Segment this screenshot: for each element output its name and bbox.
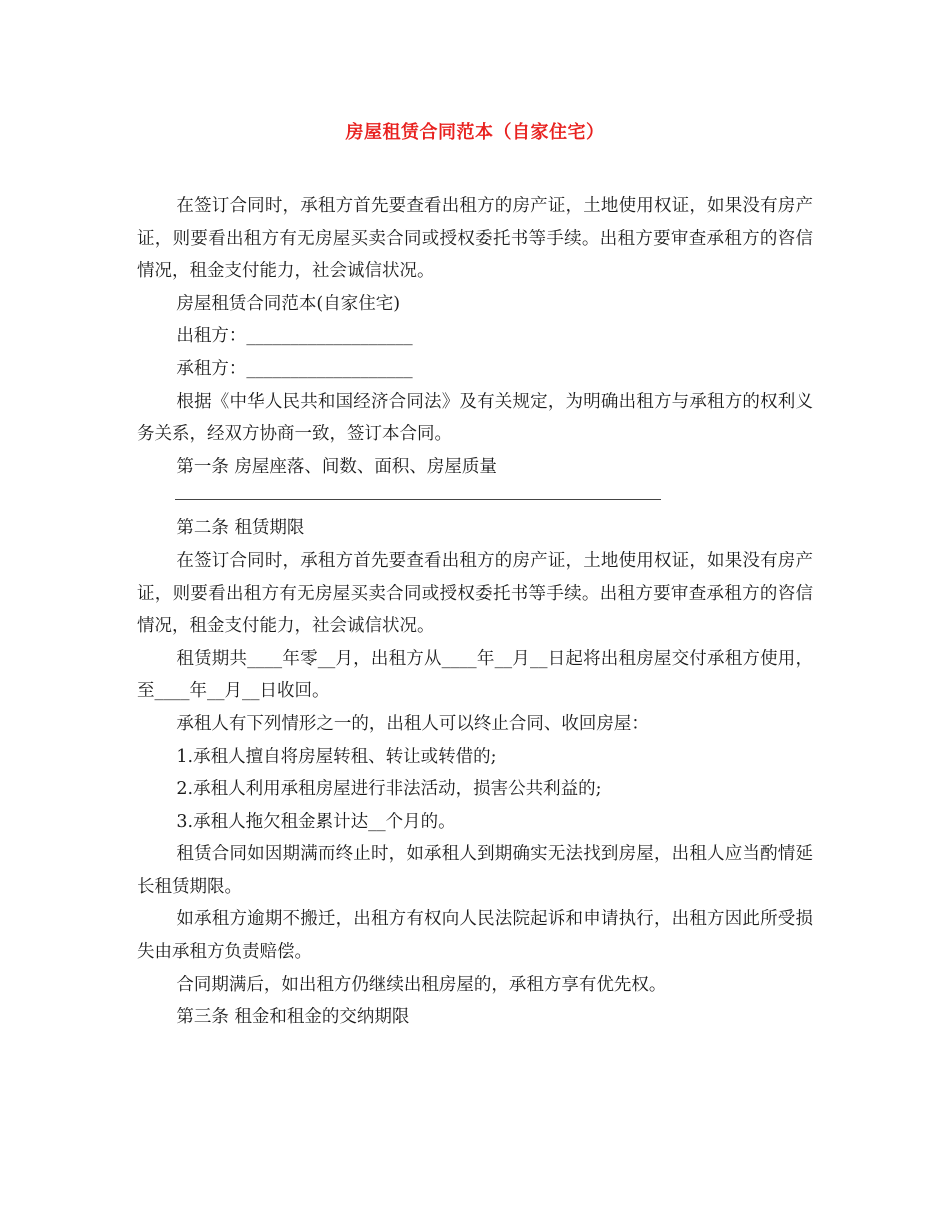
- lessor-line: 出租方：___________________: [176, 326, 413, 347]
- list-item-1: 1.承租人擅自将房屋转租、转让或转借的;: [176, 746, 497, 767]
- paragraph-repeat-intro: 在签订合同时，承租方首先要查看出租方的房产证，土地使用权证，如果没有房产证，则要看出租方有无房屋买卖合同或授权委托书等手续。出租方要审查承租方的咨信情况，租金支付能力，社会诚信状况。: [137, 550, 813, 637]
- blank-fill-line: [175, 499, 661, 500]
- paragraph-term: 租赁期共____年零__月，出租方从____年__月__日起将出租房屋交付承租方使用，至____年__月__日收回。: [137, 648, 813, 702]
- document-title: 房屋租赁合同范本（自家住宅）: [345, 122, 605, 143]
- document-body: [137, 190, 813, 1034]
- paragraph-intro: 在签订合同时，承租方首先要查看出租方的房产证，土地使用权证，如果没有房产证，则要看出租方有无房屋买卖合同或授权委托书等手续。出租方要审查承租方的咨信情况，租金支付能力，社会诚信状况。: [137, 196, 813, 282]
- list-item-3: 3.承租人拖欠租金累计达__个月的。: [176, 811, 456, 832]
- paragraph-termination-intro: 承租人有下列情形之一的，出租人可以终止合同、收回房屋：: [176, 713, 649, 734]
- paragraph-basis: 根据《中华人民共和国经济合同法》及有关规定，为明确出租方与承租方的权利义务关系，经双方协商一致，签订本合同。: [137, 391, 813, 445]
- article-2-heading: 第二条 租赁期限: [176, 518, 305, 539]
- paragraph-subtitle: 房屋租赁合同范本(自家住宅): [176, 293, 401, 314]
- paragraph-priority: 合同期满后，如出租方仍继续出租房屋的，承租方享有优先权。: [176, 974, 667, 995]
- paragraph-extension: 租赁合同如因期满而终止时，如承租人到期确实无法找到房屋，出租人应当酌情延长租赁期限。: [137, 844, 813, 897]
- list-item-2: 2.承租人利用承租房屋进行非法活动，损害公共利益的;: [176, 779, 602, 800]
- article-1-heading: 第一条 房屋座落、间数、面积、房屋质量: [176, 456, 497, 477]
- paragraph-overdue: 如承租方逾期不搬迁，出租方有权向人民法院起诉和申请执行，出租方因此所受损失由承租方负责赔偿。: [137, 909, 813, 963]
- lessee-line: 承租方：___________________: [176, 358, 413, 379]
- article-3-heading: 第三条 租金和租金的交纳期限: [176, 1007, 410, 1028]
